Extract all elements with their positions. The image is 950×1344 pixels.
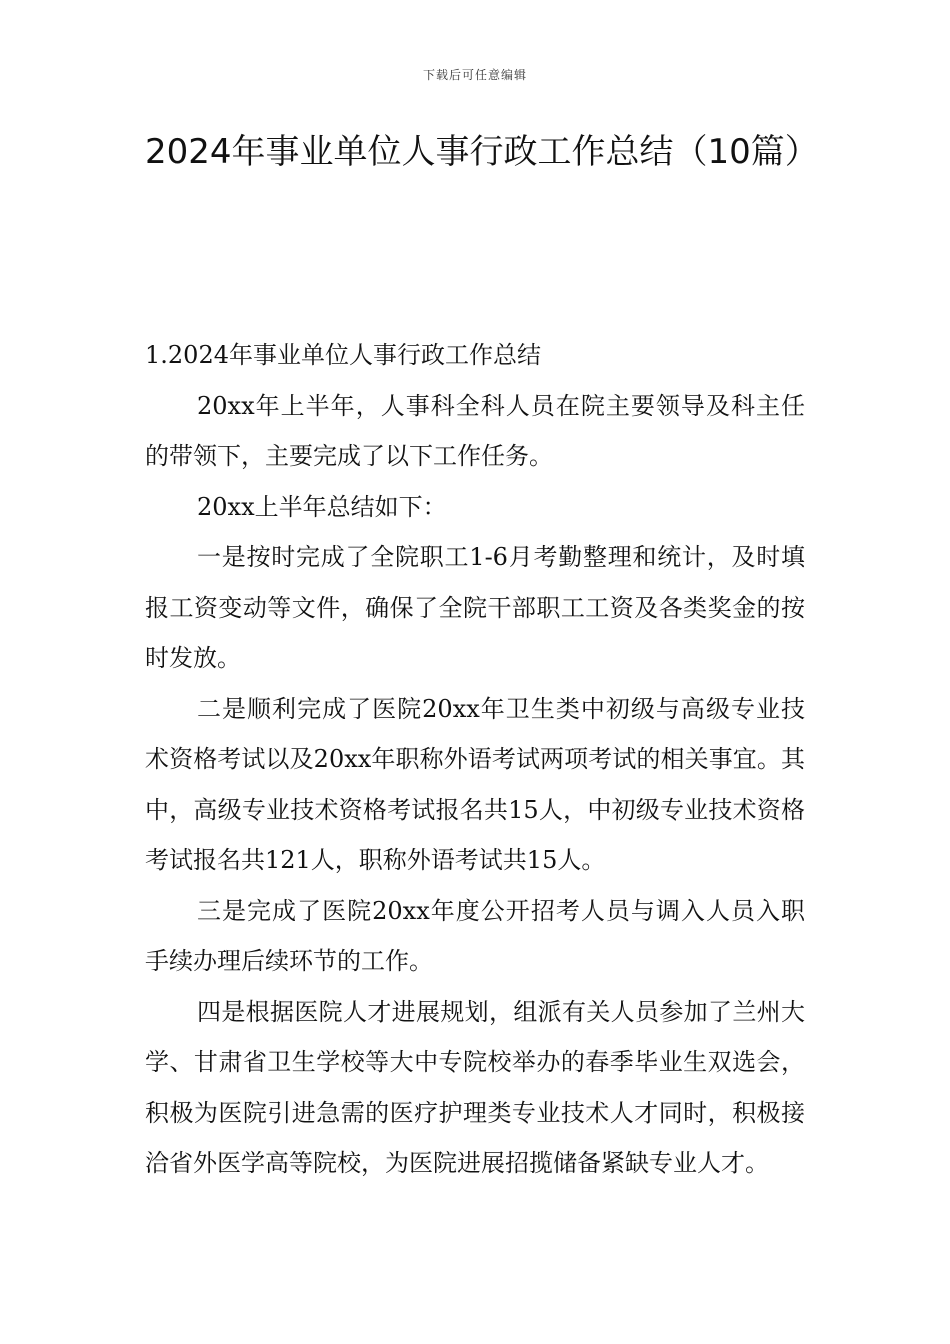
header-note: 下载后可任意编辑 [422,68,527,82]
paragraph-summary-lead: 20xx上半年总结如下： [197,492,447,521]
section-heading: 1.2024年事业单位人事行政工作总结 [145,341,541,369]
document-body [145,330,805,1189]
paragraph-intro: 20xx年上半年，人事科全科人员在院主要领导及科主任的带领下，主要完成了以下工作任务。 [145,391,805,470]
paragraph-item-1: 一是按时完成了全院职工1-6月考勤整理和统计，及时填报工资变动等文件，确保了全院干部职工工资及各类奖金的按时发放。 [145,543,805,672]
paragraph-item-2: 二是顺利完成了医院20xx年卫生类中初级与高级专业技术资格考试以及20xx年职称外语考试两项考试的相关事宜。其中，高级专业技术资格考试报名共15人，中初级专业技术资格考试报名共121人，职称外语考试共15人。 [145,694,805,874]
paragraph-item-4: 四是根据医院人才进展规划，组派有关人员参加了兰州大学、甘肃省卫生学校等大中专院校举办的春季毕业生双选会，积极为医院引进急需的医疗护理类专业技术人才同时，积极接洽省外医学高等院校，为医院进展招揽储备紧缺专业人才。 [145,997,805,1177]
document-title: 2024年事业单位人事行政工作总结（10篇） [145,132,819,172]
paragraph-item-3: 三是完成了医院20xx年度公开招考人员与调入人员入职手续办理后续环节的工作。 [145,896,805,975]
